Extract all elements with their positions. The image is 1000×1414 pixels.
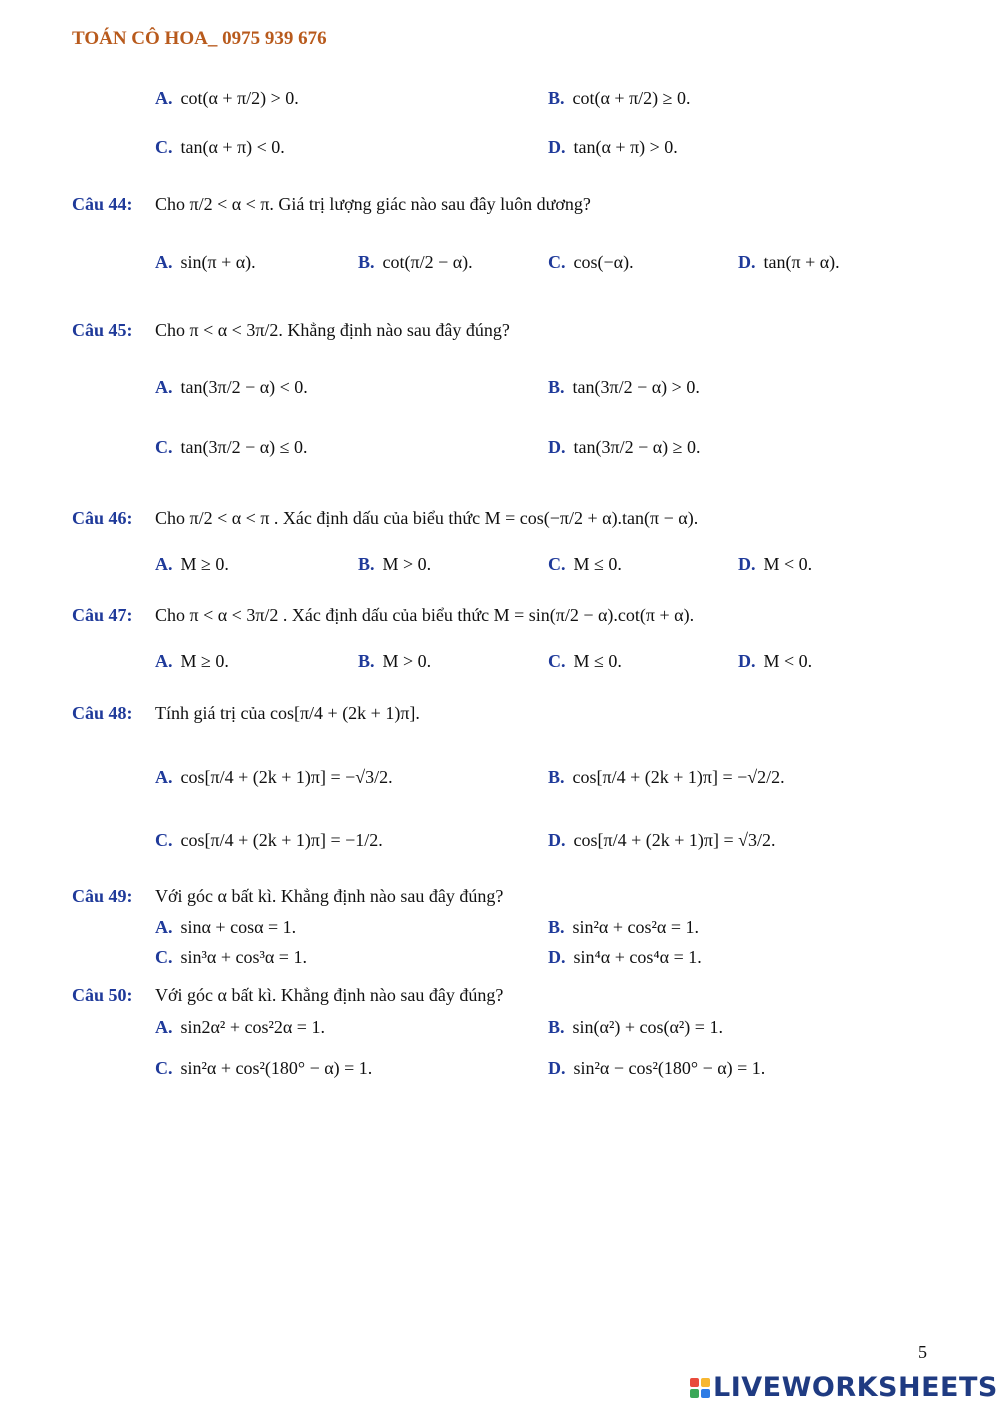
option-label: D.: [738, 554, 756, 574]
option-label: C.: [548, 252, 566, 272]
question-text: Với góc α bất kì. Khẳng định nào sau đây đúng?: [155, 985, 504, 1005]
option-text: cos[π/4 + (2k + 1)π] = −√2/2.: [572, 767, 785, 787]
option-text: cot(α + π/2) ≥ 0.: [572, 88, 691, 108]
option-text: sin²α + cos²(180° − α) = 1.: [180, 1058, 373, 1078]
option-label: B.: [548, 88, 565, 108]
option-label: B.: [548, 1017, 565, 1037]
prev-option-c[interactable]: [155, 137, 285, 158]
q44-option-a[interactable]: [155, 252, 256, 273]
q47-option-d[interactable]: [738, 651, 812, 672]
q44-option-b[interactable]: [358, 252, 473, 273]
option-text: M ≥ 0.: [180, 651, 229, 671]
page-number: 5: [918, 1342, 927, 1362]
q44-option-c[interactable]: [548, 252, 634, 273]
q50-option-b[interactable]: [548, 1017, 723, 1038]
q46-option-b[interactable]: [358, 554, 431, 575]
option-label: D.: [548, 437, 566, 457]
option-label: D.: [738, 252, 756, 272]
option-text: tan(3π/2 − α) ≥ 0.: [573, 437, 701, 457]
option-label: A.: [155, 88, 173, 108]
q48-option-a[interactable]: [155, 767, 393, 788]
logo-square: [701, 1389, 710, 1398]
option-text: sin(π + α).: [180, 252, 256, 272]
option-label: B.: [358, 252, 375, 272]
q45-option-c[interactable]: [155, 437, 308, 458]
option-label: D.: [548, 947, 566, 967]
question-label: Câu 46:: [72, 508, 133, 528]
option-text: M ≤ 0.: [573, 554, 622, 574]
liveworksheets-logo-icon: [690, 1378, 710, 1398]
option-label: A.: [155, 1017, 173, 1037]
option-label: C.: [155, 830, 173, 850]
logo-square: [690, 1378, 699, 1387]
option-label: B.: [548, 917, 565, 937]
option-text: cos[π/4 + (2k + 1)π] = −1/2.: [180, 830, 383, 850]
option-text: M > 0.: [382, 554, 432, 574]
q45-option-a[interactable]: [155, 377, 308, 398]
q50-option-d[interactable]: [548, 1058, 765, 1079]
option-label: D.: [548, 1058, 566, 1078]
q45-option-d[interactable]: [548, 437, 701, 458]
option-text: M < 0.: [763, 554, 813, 574]
option-text: tan(3π/2 − α) > 0.: [572, 377, 700, 397]
q46-option-c[interactable]: [548, 554, 622, 575]
question-label: Câu 49:: [72, 886, 133, 906]
option-text: M > 0.: [382, 651, 432, 671]
prev-option-d[interactable]: [548, 137, 678, 158]
option-label: D.: [548, 137, 566, 157]
q44-option-d[interactable]: [738, 252, 840, 273]
page-header: TOÁN CÔ HOA_ 0975 939 676: [72, 28, 327, 49]
option-text: M ≤ 0.: [573, 651, 622, 671]
q48-option-b[interactable]: [548, 767, 785, 788]
q48-option-d[interactable]: [548, 830, 775, 851]
prev-option-a[interactable]: [155, 88, 299, 109]
option-text: sin2α² + cos²2α = 1.: [180, 1017, 325, 1037]
q49-option-c[interactable]: [155, 947, 307, 968]
q47-option-a[interactable]: [155, 651, 229, 672]
option-label: C.: [155, 437, 173, 457]
question-label: Câu 44:: [72, 194, 133, 214]
logo-square: [690, 1389, 699, 1398]
option-text: M < 0.: [763, 651, 813, 671]
q46-option-a[interactable]: [155, 554, 229, 575]
q49-option-d[interactable]: [548, 947, 702, 968]
option-label: C.: [155, 1058, 173, 1078]
logo-square: [701, 1378, 710, 1387]
option-text: cos(−α).: [573, 252, 634, 272]
option-label: C.: [548, 554, 566, 574]
question-label: Câu 48:: [72, 703, 133, 723]
option-text: cot(π/2 − α).: [382, 252, 473, 272]
option-label: A.: [155, 767, 173, 787]
q47-option-b[interactable]: [358, 651, 431, 672]
option-text: tan(π + α).: [763, 252, 840, 272]
option-label: C.: [155, 947, 173, 967]
q46-option-d[interactable]: [738, 554, 812, 575]
question-text: Cho π/2 < α < π. Giá trị lượng giác nào sau đây luôn dương?: [155, 194, 591, 214]
option-label: B.: [358, 554, 375, 574]
option-label: B.: [548, 767, 565, 787]
option-label: C.: [155, 137, 173, 157]
option-text: cos[π/4 + (2k + 1)π] = √3/2.: [573, 830, 776, 850]
q45-option-b[interactable]: [548, 377, 700, 398]
footer-brand: LIVEWORKSHEETS: [713, 1372, 998, 1403]
question-text: Với góc α bất kì. Khẳng định nào sau đây đúng?: [155, 886, 504, 906]
liveworksheets-footer[interactable]: [690, 1372, 998, 1403]
question-text: Tính giá trị của cos[π/4 + (2k + 1)π].: [155, 703, 420, 723]
option-text: tan(3π/2 − α) < 0.: [180, 377, 308, 397]
option-text: sin⁴α + cos⁴α = 1.: [573, 947, 702, 967]
option-text: cos[π/4 + (2k + 1)π] = −√3/2.: [180, 767, 393, 787]
question-label: Câu 47:: [72, 605, 133, 625]
question-text: Cho π/2 < α < π . Xác định dấu của biểu thức M = cos(−π/2 + α).tan(π − α).: [155, 508, 699, 528]
option-label: A.: [155, 917, 173, 937]
question-text: Cho π < α < 3π/2. Khẳng định nào sau đây đúng?: [155, 320, 510, 340]
q50-option-c[interactable]: [155, 1058, 372, 1079]
q48-option-c[interactable]: [155, 830, 383, 851]
option-text: tan(α + π) > 0.: [573, 137, 678, 157]
option-text: sin²α + cos²α = 1.: [572, 917, 699, 937]
option-text: sin(α²) + cos(α²) = 1.: [572, 1017, 723, 1037]
option-text: sin³α + cos³α = 1.: [180, 947, 307, 967]
question-label: Câu 45:: [72, 320, 133, 340]
q50-option-a[interactable]: [155, 1017, 325, 1038]
q49-option-b[interactable]: [548, 917, 699, 938]
option-text: cot(α + π/2) > 0.: [180, 88, 299, 108]
prev-option-b[interactable]: [548, 88, 691, 109]
q49-option-a[interactable]: [155, 917, 296, 938]
option-text: sinα + cosα = 1.: [180, 917, 297, 937]
option-label: B.: [358, 651, 375, 671]
question-text: Cho π < α < 3π/2 . Xác định dấu của biểu thức M = sin(π/2 − α).cot(π + α).: [155, 605, 695, 625]
option-label: B.: [548, 377, 565, 397]
option-label: A.: [155, 651, 173, 671]
q47-option-c[interactable]: [548, 651, 622, 672]
option-label: D.: [548, 830, 566, 850]
option-text: tan(α + π) < 0.: [180, 137, 285, 157]
option-text: M ≥ 0.: [180, 554, 229, 574]
question-label: Câu 50:: [72, 985, 133, 1005]
option-label: C.: [548, 651, 566, 671]
option-label: A.: [155, 377, 173, 397]
option-text: tan(3π/2 − α) ≤ 0.: [180, 437, 308, 457]
option-text: sin²α − cos²(180° − α) = 1.: [573, 1058, 766, 1078]
option-label: A.: [155, 554, 173, 574]
option-label: A.: [155, 252, 173, 272]
option-label: D.: [738, 651, 756, 671]
